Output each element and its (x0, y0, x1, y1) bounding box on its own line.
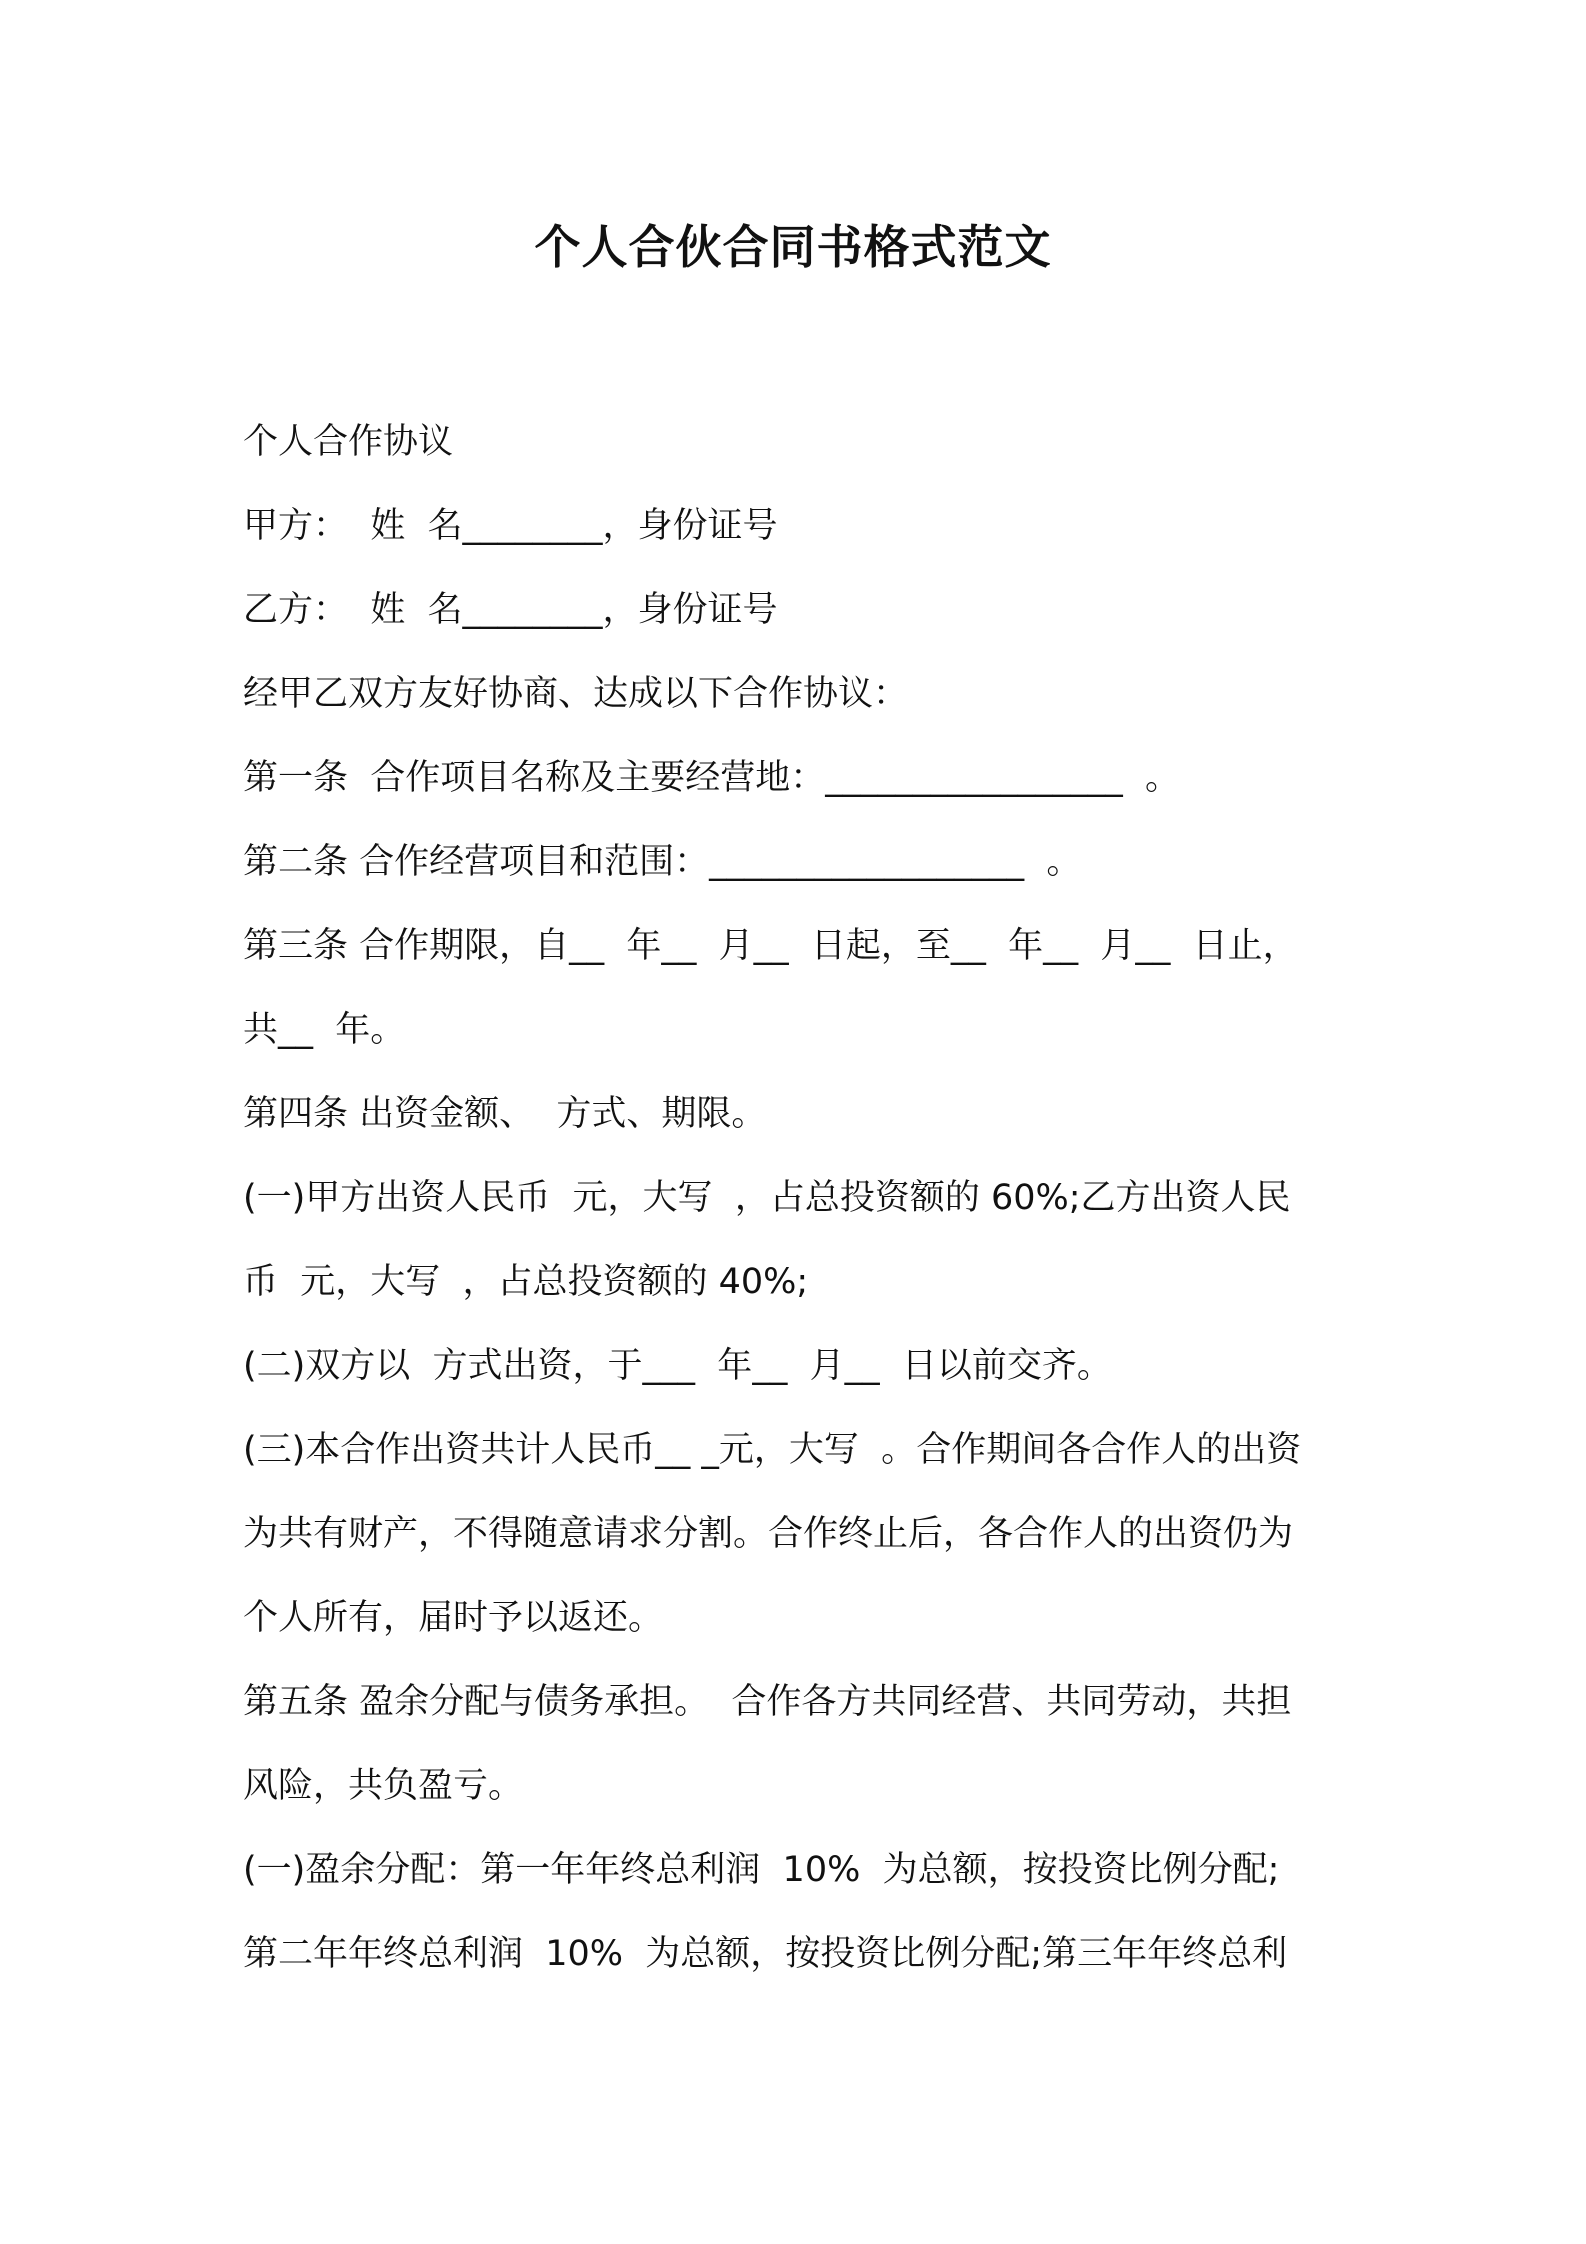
party-a-line: 甲方： 姓 名________，身份证号 (243, 506, 778, 546)
preamble-line: 经甲乙双方友好协商、达成以下合作协议： (243, 674, 909, 714)
article-1-line: 第一条 合作项目名称及主要经营地：_________________ 。 (243, 758, 1181, 798)
article-2-line: 第二条 合作经营项目和范围：__________________ 。 (243, 842, 1082, 882)
article-4-item-2-line: (二)双方以 方式出资，于___ 年__ 月__ 日以前交齐。 (243, 1346, 1112, 1386)
article-3-line-cont: 共__ 年。 (243, 1010, 406, 1050)
article-5-item-1-line-cont: 第二年年终总利润 10% 为总额，按投资比例分配;第三年年终总利 (243, 1934, 1288, 1974)
document-body (243, 400, 1353, 1996)
agreement-heading: 个人合作协议 (243, 422, 454, 462)
article-3-line: 第三条 合作期限，自__ 年__ 月__ 日起，至__ 年__ 月__ 日止， (243, 926, 1298, 966)
document-title: 个人合伙合同书格式范文 (534, 220, 1052, 274)
article-4-item-1-line-cont: 币 元，大写 ，占总投资额的 40%; (243, 1262, 809, 1302)
article-4-line: 第四条 出资金额、 方式、期限。 (243, 1094, 767, 1134)
article-5-item-1-line: (一)盈余分配：第一年年终总利润 10% 为总额，按投资比例分配; (243, 1850, 1280, 1890)
article-5-line: 第五条 盈余分配与债务承担。 合作各方共同经营、共同劳动，共担 (243, 1682, 1292, 1722)
article-4-item-3-line-cont: 为共有财产，不得随意请求分割。合作终止后，各合作人的出资仍为 (243, 1514, 1294, 1554)
party-b-line: 乙方： 姓 名________，身份证号 (243, 590, 778, 630)
article-5-line-cont: 风险，共负盈亏。 (243, 1766, 524, 1806)
article-4-item-3-line: (三)本合作出资共计人民币__ _元，大写 。合作期间各合作人的出资 (243, 1430, 1302, 1470)
article-4-item-1-line: (一)甲方出资人民币 元，大写 ，占总投资额的 60%;乙方出资人民 (243, 1178, 1291, 1218)
article-4-item-3-line-end: 个人所有，届时予以返还。 (243, 1598, 664, 1638)
